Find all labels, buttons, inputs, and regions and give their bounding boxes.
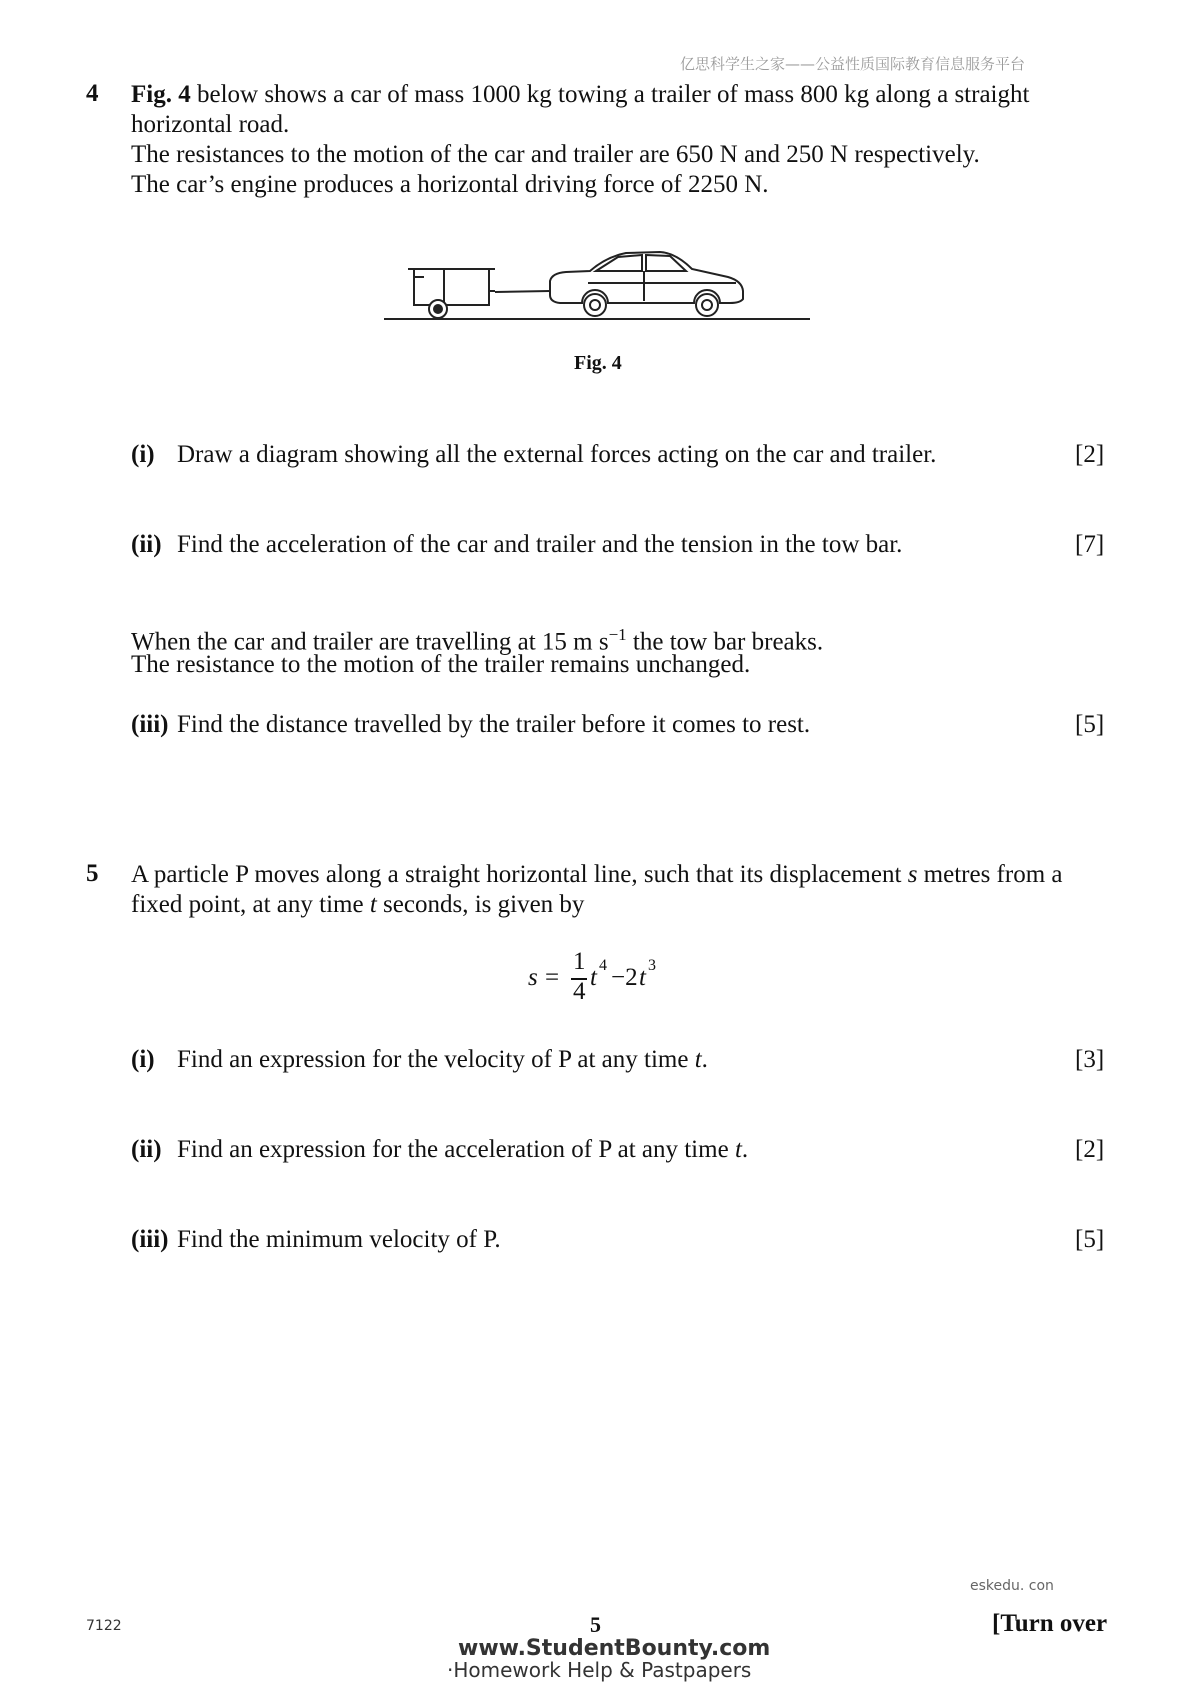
eq-power-4: 4 [599,957,607,974]
tow-bar [495,291,550,292]
question-5-number: 5 [86,860,99,887]
part-text: Draw a diagram showing all the external forces acting on the car and trailer. [177,441,937,468]
turn-over: [Turn over [992,1610,1108,1637]
eq-power-3: 3 [648,957,656,974]
q4-part-iii [131,710,811,740]
part-text: Find the minimum velocity of P. [177,1226,501,1253]
displacement-equation [528,950,668,1010]
eq-equals: = [545,964,560,991]
header-watermark: 亿思科学生之家——公益性质国际教育信息服务平台 [680,55,1026,73]
q5-line2-text-b: seconds, is given by [376,891,585,918]
studentbounty-tagline: ·Homework Help & Pastpapers [447,1658,752,1682]
part-text-end: . [701,1046,708,1073]
towbar-text: the tow bar breaks. [626,628,824,656]
part-text [177,1135,748,1165]
part-text-main: Find an expression for the acceleration of P at any time [177,1136,735,1163]
fig4-reference: Fig. 4 [131,81,191,108]
q4-resistance-unchanged-line: The resistance to the motion of the trailer remains unchanged. [131,651,751,678]
var-t: t [734,1136,742,1163]
q4-intro-line1 [131,80,1029,110]
q4-part-ii [131,530,903,560]
part-label: (ii) [131,531,162,558]
q5-line2 [131,890,584,920]
q5-line2-text-a: fixed point, at any time [131,891,370,918]
eq-minus-2: −2 [611,964,638,991]
var-t: t [694,1046,702,1073]
var-s: s [907,861,918,888]
q5-part-iii-marks: [5] [1075,1226,1105,1253]
part-text [177,1045,708,1075]
q4-part-i [131,440,937,470]
part-text: Find the acceleration of the car and trailer and the tension in the tow bar. [177,531,903,558]
eq-numerator: 1 [573,948,586,975]
q4-part-iii-marks: [5] [1075,711,1105,738]
figure-caption: Fig. 4 [574,352,622,374]
site-watermark: eskedu. con [970,1578,1054,1594]
eq-lhs: s [528,964,538,991]
q4-part-ii-marks: [7] [1075,531,1105,558]
eq-denominator: 4 [573,978,586,1005]
q5-part-ii-marks: [2] [1075,1136,1105,1163]
q5-part-ii [131,1135,749,1165]
part-label: (i) [131,441,155,468]
q5-line1-text-b: metres from a [917,861,1063,888]
q4-driving-force-line: The car’s engine produces a horizontal driving force of 2250 N. [131,171,769,198]
eq-t2: t [639,964,646,991]
q5-part-i-marks: [3] [1075,1046,1105,1073]
q4-resistance-line: The resistances to the motion of the car and trailer are 650 N and 250 N respectively. [131,141,980,168]
speed-text: When the car and trailer are travelling at 15 m s [131,628,609,656]
eq-t1: t [590,964,597,991]
page-number: 5 [590,1612,601,1637]
var-t: t [369,891,377,918]
part-label: (i) [131,1046,155,1073]
part-text-end: . [741,1136,749,1163]
trailer-drawing [408,269,495,318]
units-superscript: −1 [608,625,627,644]
car-trailer-figure [380,225,820,325]
part-text-main: Find an expression for the velocity of P at any time [177,1046,695,1073]
q4-intro-text: below shows a car of mass 1000 kg towing a trailer of mass 800 kg along a straight [190,81,1030,108]
q4-intro-line2: horizontal road. [131,111,290,138]
part-text: Find the distance travelled by the trailer before it comes to rest. [177,711,811,738]
part-label: (iii) [131,1226,169,1253]
q5-line1-text-a: A particle P moves along a straight horizontal line, such that its displacement [131,861,908,888]
q5-part-i [131,1045,708,1075]
car-drawing [550,252,743,316]
studentbounty-url[interactable]: www.StudentBounty.com [458,1636,771,1661]
q5-line1 [131,860,1063,890]
part-label: (ii) [131,1136,162,1163]
question-4-number: 4 [86,80,99,107]
paper-code: 7122 [86,1618,122,1634]
q5-part-iii [131,1225,501,1255]
q4-part-i-marks: [2] [1075,441,1105,468]
part-label: (iii) [131,711,169,738]
